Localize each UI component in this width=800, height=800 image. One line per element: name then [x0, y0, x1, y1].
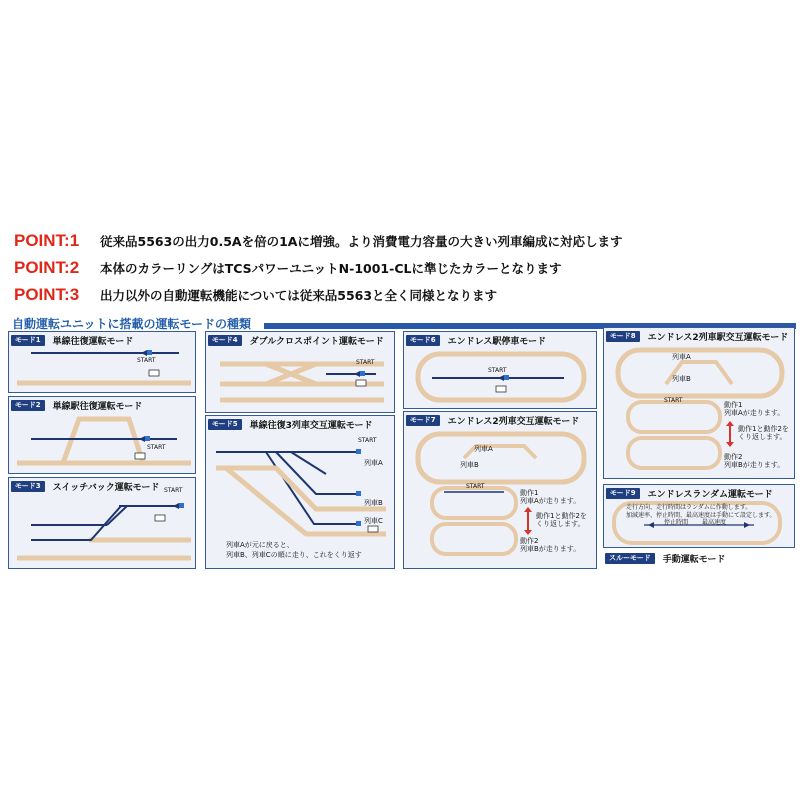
mode-5-panel — [205, 415, 395, 569]
mode-7-train-b: 列車B — [460, 461, 479, 469]
mode-9-badge: モード9 — [606, 488, 640, 499]
section-title: 自動運転ユニットに搭載の運転モードの種類 — [12, 317, 252, 331]
mode-7-act2-desc: 列車Bが走ります。 — [520, 545, 581, 553]
mode-6-name: エンドレス駅停車モード — [447, 337, 546, 347]
mode-8-badge: モード8 — [606, 331, 640, 342]
manual-mode-row — [605, 552, 725, 565]
mode-1-name: 単線往復運転モード — [52, 337, 134, 347]
manual-mode-badge: スルーモード — [605, 553, 655, 564]
point-1-text: 従来品5563の出力0.5Aを倍の1Aに増強。より消費電力容量の大きい列車編成に対応します — [100, 234, 623, 249]
mode-7-act-mid2: くり返します。 — [536, 520, 585, 528]
mode-9-name: エンドレスランダム運転モード — [647, 490, 773, 500]
mode-8-act2: 動作2 — [724, 453, 743, 461]
mode-6-badge: モード6 — [406, 335, 440, 346]
mode-8-act1-desc: 列車Aが走ります。 — [724, 409, 785, 417]
mode-8-train-b: 列車B — [672, 375, 691, 383]
mode-7-act-mid1: 動作1と動作2を — [536, 512, 587, 520]
mode-3-name: スイッチバック運転モード — [52, 483, 160, 493]
mode-7-panel — [403, 411, 597, 569]
mode-5-note-1: 列車Aが元に戻ると、 — [226, 541, 294, 549]
mode-7-act1-desc: 列車Aが走ります。 — [520, 497, 581, 505]
mode-8-panel — [603, 327, 795, 479]
mode-9-desc-1: 走行方向、走行時間はランダムに作動します。 — [626, 504, 752, 511]
mode-5-train-a: 列車A — [364, 459, 383, 467]
mode-8-train-a: 列車A — [672, 353, 691, 361]
mode-2-panel — [8, 396, 196, 474]
mode-8-name: エンドレス2列車駅交互運転モード — [647, 333, 789, 343]
mode-6-panel — [403, 331, 597, 409]
point-2-label: POINT:2 — [14, 258, 80, 277]
mode-5-name: 単線往復3列車交互運転モード — [249, 421, 373, 431]
mode-2-name: 単線駅往復運転モード — [52, 402, 143, 412]
mode-3-start: START — [164, 487, 183, 494]
mode-5-note-2: 列車B、列車Cの順に走り、これをくり返す — [226, 551, 362, 559]
mode-5-train-b: 列車B — [364, 499, 383, 507]
mode-7-act2: 動作2 — [520, 537, 539, 545]
mode-7-train-a: 列車A — [474, 445, 493, 453]
mode-9-panel — [603, 484, 795, 548]
mode-4-badge: モード4 — [208, 335, 242, 346]
mode-2-start: START — [147, 444, 166, 451]
mode-1-start: START — [137, 357, 156, 364]
mode-9-desc-2: 加減速率、停止時間、最高速度は手動にて設定します。 — [626, 512, 776, 519]
mode-1-panel — [8, 331, 196, 393]
manual-mode-name: 手動運転モード — [662, 555, 726, 565]
point-3-text: 出力以外の自動運転機能については従来品5563と全く同様となります — [100, 288, 498, 303]
point-2-text: 本体のカラーリングはTCSパワーユニットN-1001-CLに準じたカラーとなります — [100, 261, 562, 276]
mode-8-act-mid2: くり返します。 — [738, 433, 787, 441]
mode-8-act-mid1: 動作1と動作2を — [738, 425, 789, 433]
point-2 — [14, 258, 561, 278]
mode-4-start: START — [356, 359, 375, 366]
point-3-label: POINT:3 — [14, 285, 80, 304]
mode-7-act1: 動作1 — [520, 489, 539, 497]
mode-7-name: エンドレス2列車交互運転モード — [447, 417, 580, 427]
mode-1-track-diagram — [9, 332, 195, 392]
mode-1-badge: モード1 — [11, 335, 45, 346]
mode-8-act2-desc: 列車Bが走ります。 — [724, 461, 785, 469]
mode-9-stop: 停止時間 — [664, 519, 689, 526]
mode-4-track-diagram — [206, 332, 394, 412]
mode-8-act1: 動作1 — [724, 401, 743, 409]
mode-8-track-diagram — [604, 328, 794, 478]
mode-9-top-speed: 最高速度 — [702, 519, 727, 526]
mode-8-start: START — [664, 397, 683, 404]
mode-4-panel — [205, 331, 395, 413]
point-1-label: POINT:1 — [14, 231, 80, 250]
mode-5-start: START — [358, 437, 377, 444]
mode-7-start: START — [466, 483, 485, 490]
mode-2-badge: モード2 — [11, 400, 45, 411]
mode-5-train-c: 列車C — [364, 517, 383, 525]
point-3 — [14, 285, 497, 305]
mode-5-badge: モード5 — [208, 419, 242, 430]
point-1 — [14, 231, 622, 251]
mode-4-name: ダブルクロスポイント運転モード — [249, 337, 384, 347]
mode-2-track-diagram — [9, 397, 195, 473]
mode-3-panel — [8, 477, 196, 569]
mode-3-badge: モード3 — [11, 481, 45, 492]
mode-6-start: START — [488, 367, 507, 374]
mode-7-badge: モード7 — [406, 415, 440, 426]
